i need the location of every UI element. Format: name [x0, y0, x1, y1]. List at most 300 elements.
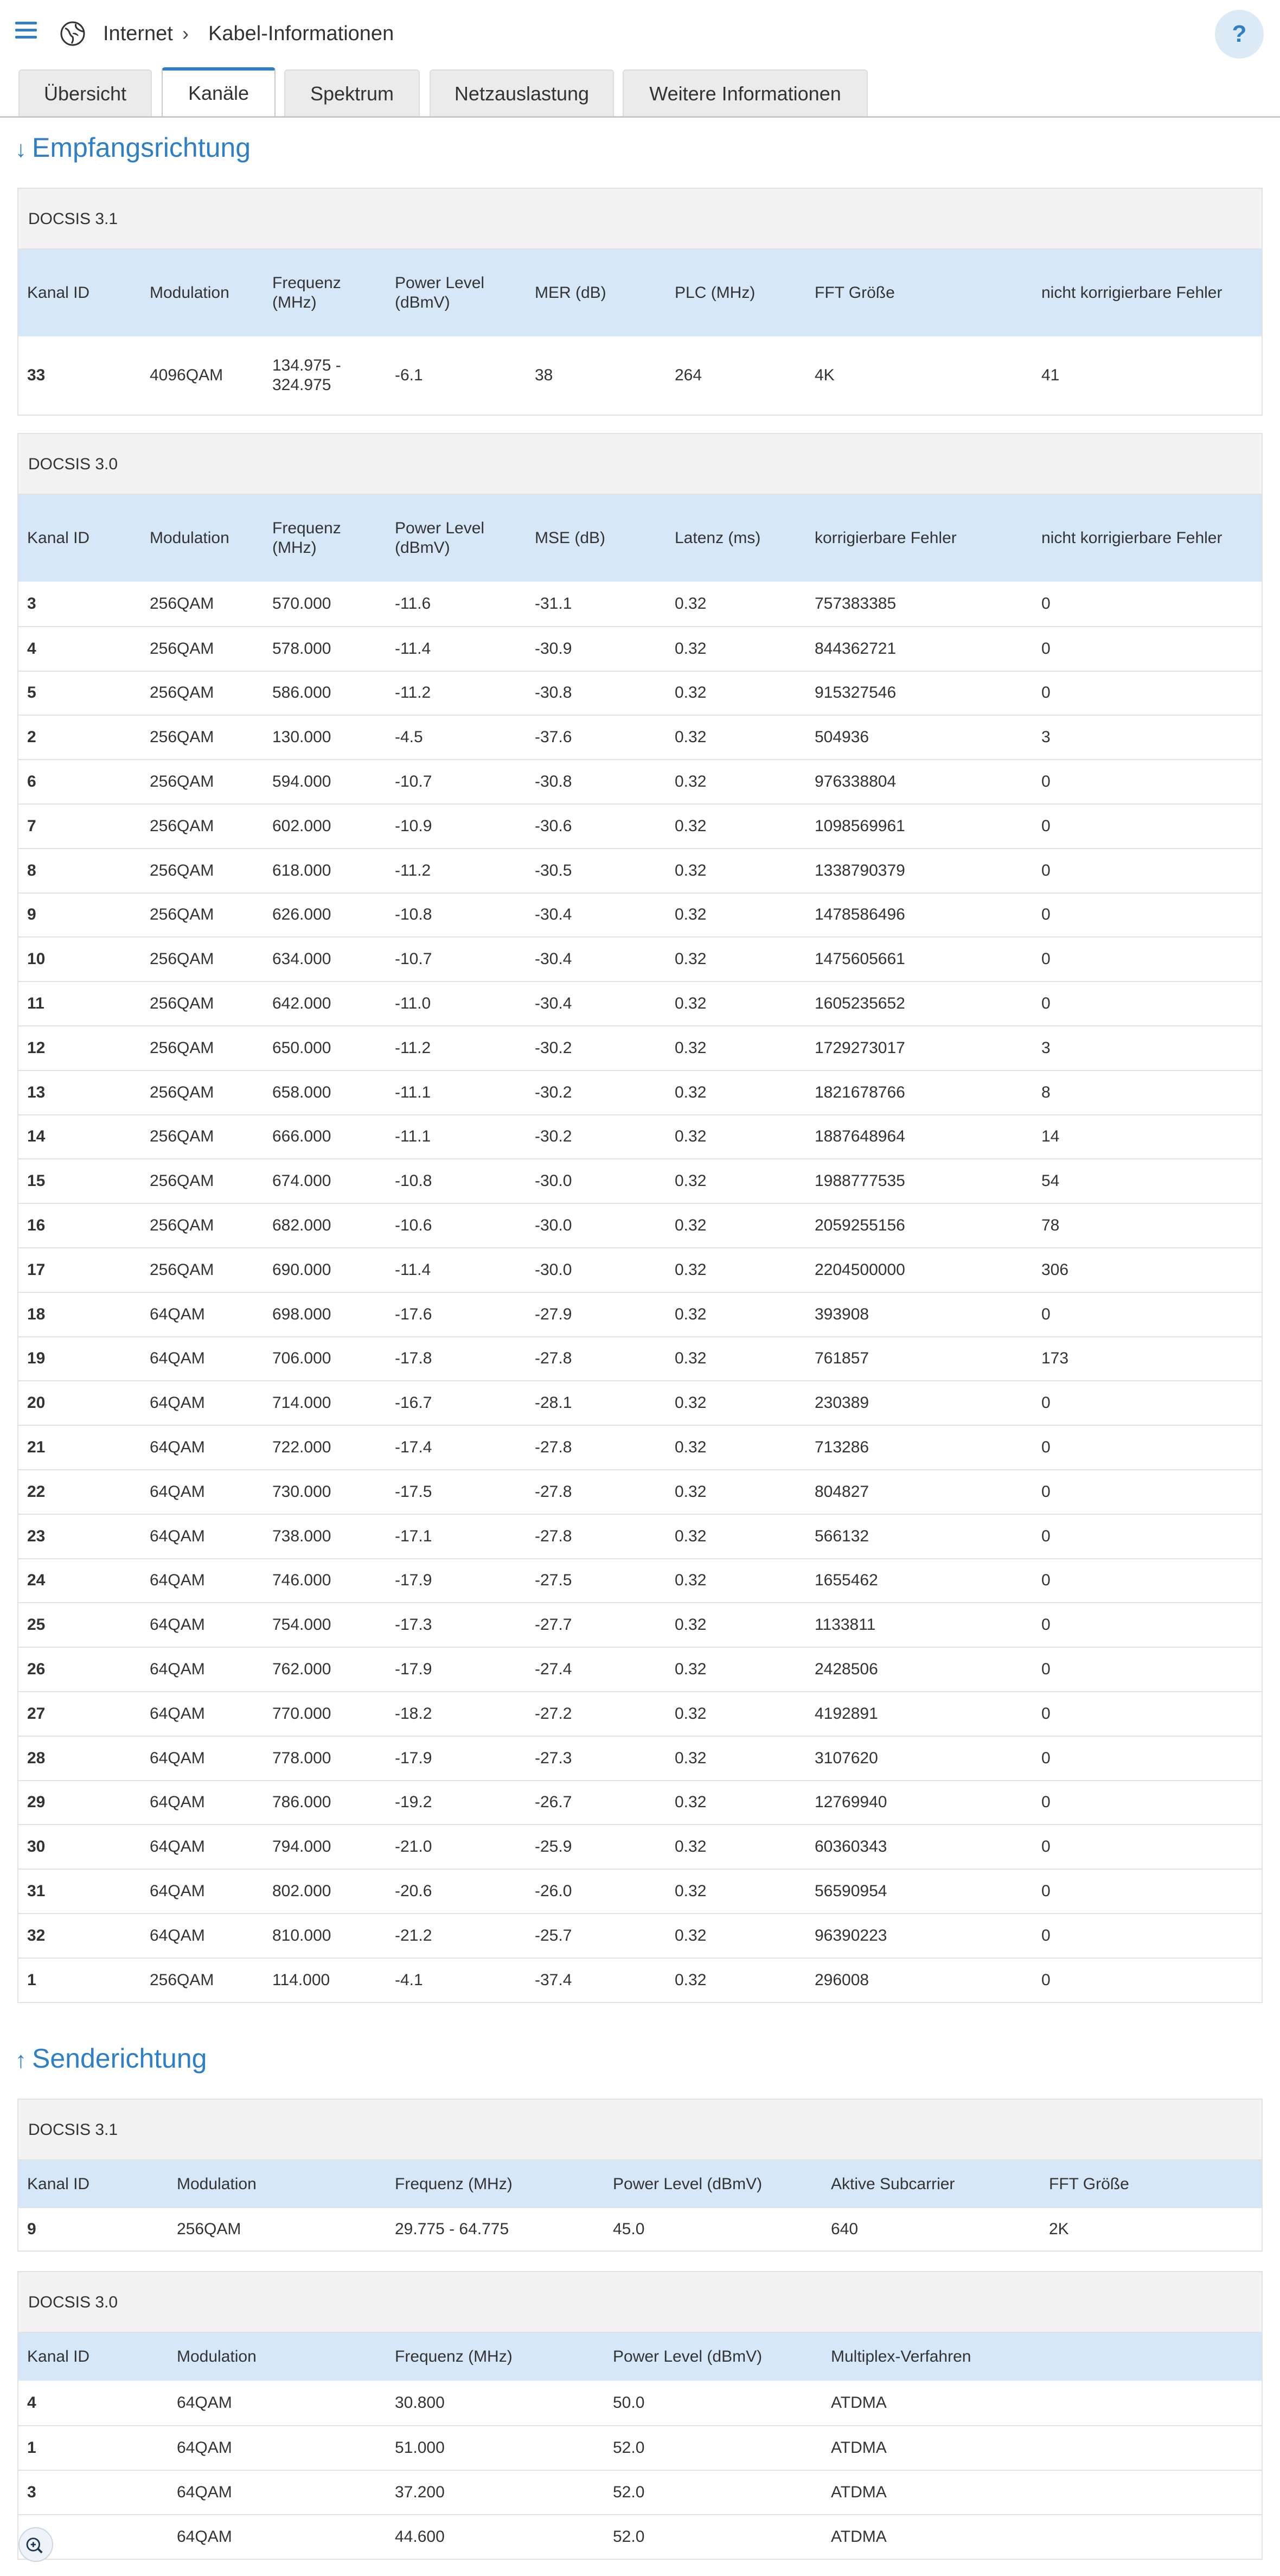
- table-cell: 642.000: [272, 994, 331, 1013]
- table-cell: 0: [1041, 684, 1051, 702]
- table-cell: 0: [1041, 639, 1051, 658]
- table-cell: -21.0: [395, 1838, 432, 1856]
- table-cell: 602.000: [272, 817, 331, 835]
- channel-id-cell: 9: [27, 2220, 36, 2238]
- column-header: MER (dB): [535, 284, 606, 302]
- table-cell: 0: [1041, 1882, 1051, 1900]
- table-row: [18, 1736, 1262, 1780]
- table-cell: 256QAM: [150, 1971, 214, 1989]
- channel-id-cell: 23: [27, 1527, 46, 1545]
- table-cell: 64QAM: [177, 2439, 232, 2457]
- table-cell: 1605235652: [815, 994, 905, 1013]
- table-cell: -18.2: [395, 1704, 432, 1723]
- column-header: MSE (dB): [535, 529, 606, 547]
- table-row: [18, 1602, 1262, 1647]
- table-cell: -17.6: [395, 1305, 432, 1323]
- table-cell: 566132: [815, 1527, 869, 1545]
- table-cell: 586.000: [272, 684, 331, 702]
- docsis-version-label: DOCSIS 3.0: [18, 2272, 1262, 2333]
- table-cell: 0: [1041, 817, 1051, 835]
- table-cell: 64QAM: [150, 1882, 205, 1900]
- table-cell: 296008: [815, 1971, 869, 1989]
- column-header: Aktive Subcarrier: [831, 2175, 955, 2193]
- table-cell: 504936: [815, 728, 869, 747]
- table-cell: -28.1: [535, 1394, 572, 1412]
- table-row: [18, 892, 1262, 937]
- channel-id-cell: 1: [27, 1971, 36, 1989]
- table-cell: 0.32: [675, 1793, 707, 1812]
- tab-uebersicht[interactable]: Übersicht: [18, 69, 152, 116]
- table-cell: -10.9: [395, 817, 432, 835]
- table-row: [18, 626, 1262, 671]
- table-cell: 0.32: [675, 1127, 707, 1146]
- table-cell: 0.32: [675, 906, 707, 924]
- table-row: [18, 1247, 1262, 1292]
- table-cell: 256QAM: [150, 1038, 214, 1057]
- column-header: Kanal ID: [27, 2175, 90, 2193]
- table-cell: 738.000: [272, 1527, 331, 1545]
- table-cell: 1988777535: [815, 1172, 905, 1190]
- table-cell: 256QAM: [150, 1260, 214, 1279]
- table-row: [18, 715, 1262, 759]
- table-cell: 0.32: [675, 1838, 707, 1856]
- table-cell: -30.0: [535, 1172, 572, 1190]
- table-cell: 690.000: [272, 1260, 331, 1279]
- table-cell: -11.2: [395, 861, 431, 879]
- channel-id-cell: 27: [27, 1704, 46, 1723]
- channel-id-cell: 13: [27, 1083, 46, 1101]
- table-row: [18, 1380, 1262, 1425]
- table-row: [18, 1957, 1262, 2002]
- table-cell: 30.800: [395, 2394, 445, 2412]
- table-row: [18, 1647, 1262, 1691]
- column-header: Power Level (dBmV): [613, 2348, 763, 2365]
- table-cell: 256QAM: [150, 817, 214, 835]
- table-cell: 54: [1041, 1172, 1060, 1190]
- table-cell: 634.000: [272, 950, 331, 968]
- column-header: Power Level (dBmV): [395, 519, 485, 557]
- table-cell: 0.32: [675, 1305, 707, 1323]
- table-cell: 0: [1041, 773, 1051, 791]
- table-cell: 976338804: [815, 773, 897, 791]
- table-cell: 64QAM: [150, 1438, 205, 1457]
- column-header: Kanal ID: [27, 284, 90, 302]
- table-row: [18, 582, 1262, 626]
- table-cell: 594.000: [272, 773, 331, 791]
- channel-id-cell: 18: [27, 1305, 46, 1323]
- table-cell: 64QAM: [150, 1305, 205, 1323]
- table-cell: 51.000: [395, 2439, 445, 2457]
- table-cell: 0: [1041, 1704, 1051, 1723]
- table-cell: -16.7: [395, 1394, 432, 1412]
- table-cell: -27.3: [535, 1749, 572, 1767]
- tab-bar: [0, 67, 1280, 117]
- table-cell: 2059255156: [815, 1216, 905, 1235]
- table-cell: ATDMA: [831, 2528, 887, 2546]
- table-cell: 2428506: [815, 1660, 878, 1679]
- channel-id-cell: 21: [27, 1438, 46, 1457]
- table-cell: 0: [1041, 1571, 1051, 1590]
- table-cell: 698.000: [272, 1305, 331, 1323]
- table-cell: 0.32: [675, 1616, 707, 1634]
- table-cell: 757383385: [815, 594, 897, 613]
- table-cell: 64QAM: [150, 1527, 205, 1545]
- feedback-icon[interactable]: [18, 2527, 53, 2562]
- table-cell: 618.000: [272, 861, 331, 879]
- table-cell: 0.32: [675, 1216, 707, 1235]
- tab-kanaele[interactable]: Kanäle: [162, 67, 276, 117]
- table-row: [18, 1114, 1262, 1159]
- column-header: Power Level (dBmV): [395, 274, 485, 311]
- table-cell: 802.000: [272, 1882, 331, 1900]
- table-cell: 1821678766: [815, 1083, 905, 1101]
- channel-id-cell: 32: [27, 1926, 46, 1944]
- table-row: [18, 1025, 1262, 1070]
- table-cell: 256QAM: [150, 994, 214, 1013]
- tab-netzauslastung[interactable]: Netzauslastung: [430, 69, 614, 116]
- table-cell: 0: [1041, 1394, 1051, 1412]
- table-cell: 754.000: [272, 1616, 331, 1634]
- table-cell: 44.600: [395, 2528, 445, 2546]
- table-cell: -30.2: [535, 1083, 572, 1101]
- upstream-docsis31-panel: [17, 2099, 1263, 2252]
- table-cell: 0: [1041, 1793, 1051, 1812]
- column-header: Kanal ID: [27, 2348, 90, 2365]
- channel-id-cell: 17: [27, 1260, 46, 1279]
- table-cell: 64QAM: [177, 2483, 232, 2501]
- table-row: [18, 1469, 1262, 1514]
- table-cell: 230389: [815, 1394, 869, 1412]
- table-cell: 658.000: [272, 1083, 331, 1101]
- table-cell: 0: [1041, 1438, 1051, 1457]
- table-cell: 256QAM: [150, 728, 214, 747]
- table-cell: 0: [1041, 1838, 1051, 1856]
- table-cell: 4096QAM: [150, 366, 223, 384]
- channel-id-cell: 22: [27, 1482, 46, 1501]
- channel-id-cell: 28: [27, 1749, 46, 1767]
- docsis-version-label: DOCSIS 3.0: [18, 434, 1262, 495]
- table-cell: -27.5: [535, 1571, 572, 1590]
- table-cell: ATDMA: [831, 2439, 887, 2457]
- table-cell: ATDMA: [831, 2394, 887, 2412]
- table-row: [18, 671, 1262, 715]
- table-cell: 0.32: [675, 773, 707, 791]
- table-cell: 45.0: [613, 2220, 645, 2238]
- table-cell: -11.4: [395, 1260, 431, 1279]
- table-cell: 730.000: [272, 1482, 331, 1501]
- table-cell: -26.7: [535, 1793, 572, 1812]
- table-cell: 56590954: [815, 1882, 887, 1900]
- table-cell: 3107620: [815, 1749, 878, 1767]
- table-cell: -21.2: [395, 1926, 432, 1944]
- table-cell: 256QAM: [150, 1127, 214, 1146]
- table-row: [18, 1514, 1262, 1558]
- table-cell: 0: [1041, 906, 1051, 924]
- table-cell: 114.000: [272, 1971, 330, 1989]
- table-cell: 96390223: [815, 1926, 887, 1944]
- table-cell: -30.5: [535, 861, 572, 879]
- table-cell: 2K: [1049, 2220, 1069, 2238]
- table-cell: 0: [1041, 950, 1051, 968]
- table-cell: -30.4: [535, 906, 572, 924]
- table-cell: 12769940: [815, 1793, 887, 1812]
- channel-id-cell: 1: [27, 2439, 36, 2457]
- table-cell: -30.2: [535, 1038, 572, 1057]
- table-cell: 0.32: [675, 1660, 707, 1679]
- upstream-title: [15, 2041, 207, 2077]
- table-cell: 264: [675, 366, 702, 384]
- downstream-docsis31-panel: [17, 188, 1263, 416]
- table-cell: 810.000: [272, 1926, 331, 1944]
- table-cell: 0.32: [675, 1571, 707, 1590]
- table-cell: 256QAM: [150, 861, 214, 879]
- table-cell: -37.4: [535, 1971, 572, 1989]
- table-cell: 0.32: [675, 1749, 707, 1767]
- table-cell: 14: [1041, 1127, 1060, 1146]
- table-cell: 64QAM: [150, 1793, 205, 1812]
- table-cell: 64QAM: [150, 1482, 205, 1501]
- table-row: [18, 848, 1262, 892]
- table-cell: 0: [1041, 1926, 1051, 1944]
- table-row: [18, 1869, 1262, 1913]
- table-cell: 0.32: [675, 1882, 707, 1900]
- table-cell: 60360343: [815, 1838, 887, 1856]
- table-cell: -4.1: [395, 1971, 423, 1989]
- table-cell: 64QAM: [150, 1704, 205, 1723]
- table-cell: -17.8: [395, 1349, 432, 1368]
- table-cell: 722.000: [272, 1438, 331, 1457]
- downstream-title-text: Empfangsrichtung: [32, 132, 251, 163]
- table-cell: -10.6: [395, 1216, 432, 1235]
- channel-id-cell: 31: [27, 1882, 46, 1900]
- table-cell: 0.32: [675, 1704, 707, 1723]
- table-row: [18, 1425, 1262, 1469]
- table-cell: 173: [1041, 1349, 1069, 1368]
- table-row: [18, 336, 1262, 415]
- breadcrumb-separator-icon: ›: [182, 22, 189, 44]
- column-header: Modulation: [177, 2175, 257, 2193]
- table-cell: 64QAM: [150, 1571, 205, 1590]
- table-cell: -27.7: [535, 1616, 572, 1634]
- table-cell: -27.8: [535, 1527, 572, 1545]
- channel-id-cell: 9: [27, 906, 36, 924]
- table-cell: 0.32: [675, 1482, 707, 1501]
- table-cell: -11.1: [395, 1083, 431, 1101]
- breadcrumb-internet[interactable]: Internet: [103, 22, 173, 45]
- table-cell: -20.6: [395, 1882, 432, 1900]
- table-row: [18, 1913, 1262, 1957]
- table-cell: -27.8: [535, 1438, 572, 1457]
- table-cell: -30.9: [535, 639, 572, 658]
- table-cell: -10.7: [395, 950, 432, 968]
- table-cell: -26.0: [535, 1882, 572, 1900]
- table-cell: -17.3: [395, 1616, 432, 1634]
- menu-icon[interactable]: [15, 22, 37, 40]
- table-row: [18, 1780, 1262, 1825]
- table-cell: 256QAM: [150, 594, 214, 613]
- table-cell: 0: [1041, 1616, 1051, 1634]
- channel-id-cell: 5: [27, 684, 36, 702]
- table-cell: 2204500000: [815, 1260, 905, 1279]
- table-cell: 256QAM: [150, 684, 214, 702]
- table-cell: -11.1: [395, 1127, 431, 1146]
- table-cell: 626.000: [272, 906, 331, 924]
- column-header: Frequenz (MHz): [272, 519, 341, 557]
- table-cell: 915327546: [815, 684, 897, 702]
- table-cell: -30.4: [535, 994, 572, 1013]
- table-cell: 0.32: [675, 1349, 707, 1368]
- table-cell: 0.32: [675, 684, 707, 702]
- tab-spektrum[interactable]: Spektrum: [284, 69, 420, 116]
- table-cell: 0.32: [675, 1038, 707, 1057]
- table-cell: 3: [1041, 728, 1051, 747]
- table-cell: -27.9: [535, 1305, 572, 1323]
- column-header: PLC (MHz): [675, 284, 756, 302]
- channel-id-cell: 25: [27, 1616, 46, 1634]
- channel-id-cell: 4: [27, 2394, 36, 2412]
- table-cell: 0: [1041, 861, 1051, 879]
- table-cell: -11.0: [395, 994, 431, 1013]
- channel-id-cell: 24: [27, 1571, 46, 1590]
- table-cell: 306: [1041, 1260, 1069, 1279]
- table-cell: 0: [1041, 1305, 1051, 1323]
- channel-id-cell: 3: [27, 594, 36, 613]
- table-cell: -27.2: [535, 1704, 572, 1723]
- table-cell: 0: [1041, 1971, 1051, 1989]
- tab-divider: [0, 116, 1280, 118]
- help-button[interactable]: ?: [1215, 10, 1264, 59]
- channel-id-cell: 4: [27, 639, 36, 658]
- table-row: [18, 1691, 1262, 1736]
- table-cell: 4K: [815, 366, 835, 384]
- table-cell: 8: [1041, 1083, 1051, 1101]
- table-cell: 666.000: [272, 1127, 331, 1146]
- channel-id-cell: 14: [27, 1127, 46, 1146]
- table-row: [18, 1558, 1262, 1603]
- table-cell: 0.32: [675, 639, 707, 658]
- table-cell: 0: [1041, 1660, 1051, 1679]
- downstream-docsis30-panel: [17, 433, 1263, 2003]
- channel-id-cell: 20: [27, 1394, 46, 1412]
- table-cell: 256QAM: [150, 773, 214, 791]
- breadcrumb-current: Kabel-Informationen: [208, 22, 394, 45]
- table-cell: -17.9: [395, 1571, 432, 1590]
- docsis-version-label: DOCSIS 3.1: [18, 2100, 1262, 2160]
- table-cell: 714.000: [272, 1394, 331, 1412]
- table-cell: 0.32: [675, 594, 707, 613]
- table-cell: 0.32: [675, 861, 707, 879]
- table-cell: 0: [1041, 994, 1051, 1013]
- table-cell: -11.4: [395, 639, 431, 658]
- table-cell: -4.5: [395, 728, 423, 747]
- channel-id-cell: 3: [27, 2483, 36, 2501]
- column-header: FFT Größe: [1049, 2175, 1129, 2193]
- table-cell: 778.000: [272, 1749, 331, 1767]
- table-cell: 0.32: [675, 994, 707, 1013]
- table-cell: 713286: [815, 1438, 869, 1457]
- table-cell: 134.975 - 324.975: [272, 356, 341, 394]
- table-cell: 1655462: [815, 1571, 878, 1590]
- table-header-row: [18, 2160, 1262, 2208]
- table-cell: 256QAM: [150, 1083, 214, 1101]
- table-cell: 78: [1041, 1216, 1060, 1235]
- table-row: [18, 936, 1262, 981]
- table-cell: -30.2: [535, 1127, 572, 1146]
- column-header: Frequenz (MHz): [272, 274, 341, 311]
- table-row: [18, 2470, 1262, 2514]
- channel-id-cell: 11: [27, 994, 44, 1013]
- table-cell: 0.32: [675, 1438, 707, 1457]
- table-cell: 1098569961: [815, 817, 905, 835]
- column-header: Modulation: [177, 2348, 257, 2365]
- table-cell: 0.32: [675, 1527, 707, 1545]
- table-cell: -17.9: [395, 1660, 432, 1679]
- channel-id-cell: 15: [27, 1172, 46, 1190]
- table-row: [18, 1070, 1262, 1114]
- globe-icon: [60, 21, 86, 47]
- table-cell: 64QAM: [150, 1349, 205, 1368]
- table-cell: -17.4: [395, 1438, 432, 1457]
- table-row: [18, 1292, 1262, 1336]
- table-cell: 0.32: [675, 1260, 707, 1279]
- table-row: [18, 2208, 1262, 2250]
- table-cell: 674.000: [272, 1172, 331, 1190]
- table-cell: 682.000: [272, 1216, 331, 1235]
- table-cell: 52.0: [613, 2439, 645, 2457]
- table-cell: 746.000: [272, 1571, 331, 1590]
- column-header: Latenz (ms): [675, 529, 761, 547]
- table-cell: -30.0: [535, 1260, 572, 1279]
- table-cell: 64QAM: [150, 1749, 205, 1767]
- table-cell: 52.0: [613, 2528, 645, 2546]
- table-cell: 256QAM: [150, 639, 214, 658]
- table-cell: 256QAM: [150, 1172, 214, 1190]
- table-cell: 804827: [815, 1482, 869, 1501]
- table-cell: 1887648964: [815, 1127, 905, 1146]
- channel-id-cell: 33: [27, 366, 46, 384]
- table-cell: -17.9: [395, 1749, 432, 1767]
- table-cell: 570.000: [272, 594, 331, 613]
- table-cell: 578.000: [272, 639, 331, 658]
- column-header: Multiplex-Verfahren: [831, 2348, 971, 2365]
- table-cell: -30.6: [535, 817, 572, 835]
- table-cell: 650.000: [272, 1038, 331, 1057]
- table-cell: 762.000: [272, 1660, 331, 1679]
- channel-id-cell: 30: [27, 1838, 46, 1856]
- table-cell: -27.4: [535, 1660, 572, 1679]
- table-cell: 37.200: [395, 2483, 445, 2501]
- table-cell: -19.2: [395, 1793, 432, 1812]
- table-cell: 256QAM: [150, 906, 214, 924]
- table-row: [18, 1824, 1262, 1869]
- table-cell: 64QAM: [150, 1926, 205, 1944]
- channel-id-cell: 6: [27, 773, 36, 791]
- table-cell: 794.000: [272, 1838, 331, 1856]
- table-row: [18, 804, 1262, 848]
- table-cell: 29.775 - 64.775: [395, 2220, 509, 2238]
- table-cell: -11.2: [395, 1038, 431, 1057]
- column-header: nicht korrigierbare Fehler: [1041, 529, 1223, 547]
- table-row: [18, 1158, 1262, 1203]
- tab-weitere-informationen[interactable]: Weitere Informationen: [623, 69, 868, 116]
- channel-id-cell: 8: [27, 861, 36, 879]
- table-row: [18, 1336, 1262, 1381]
- table-cell: 64QAM: [150, 1660, 205, 1679]
- app-header: [0, 0, 1280, 67]
- table-cell: -37.6: [535, 728, 572, 747]
- table-cell: 0.32: [675, 728, 707, 747]
- table-cell: 0: [1041, 594, 1051, 613]
